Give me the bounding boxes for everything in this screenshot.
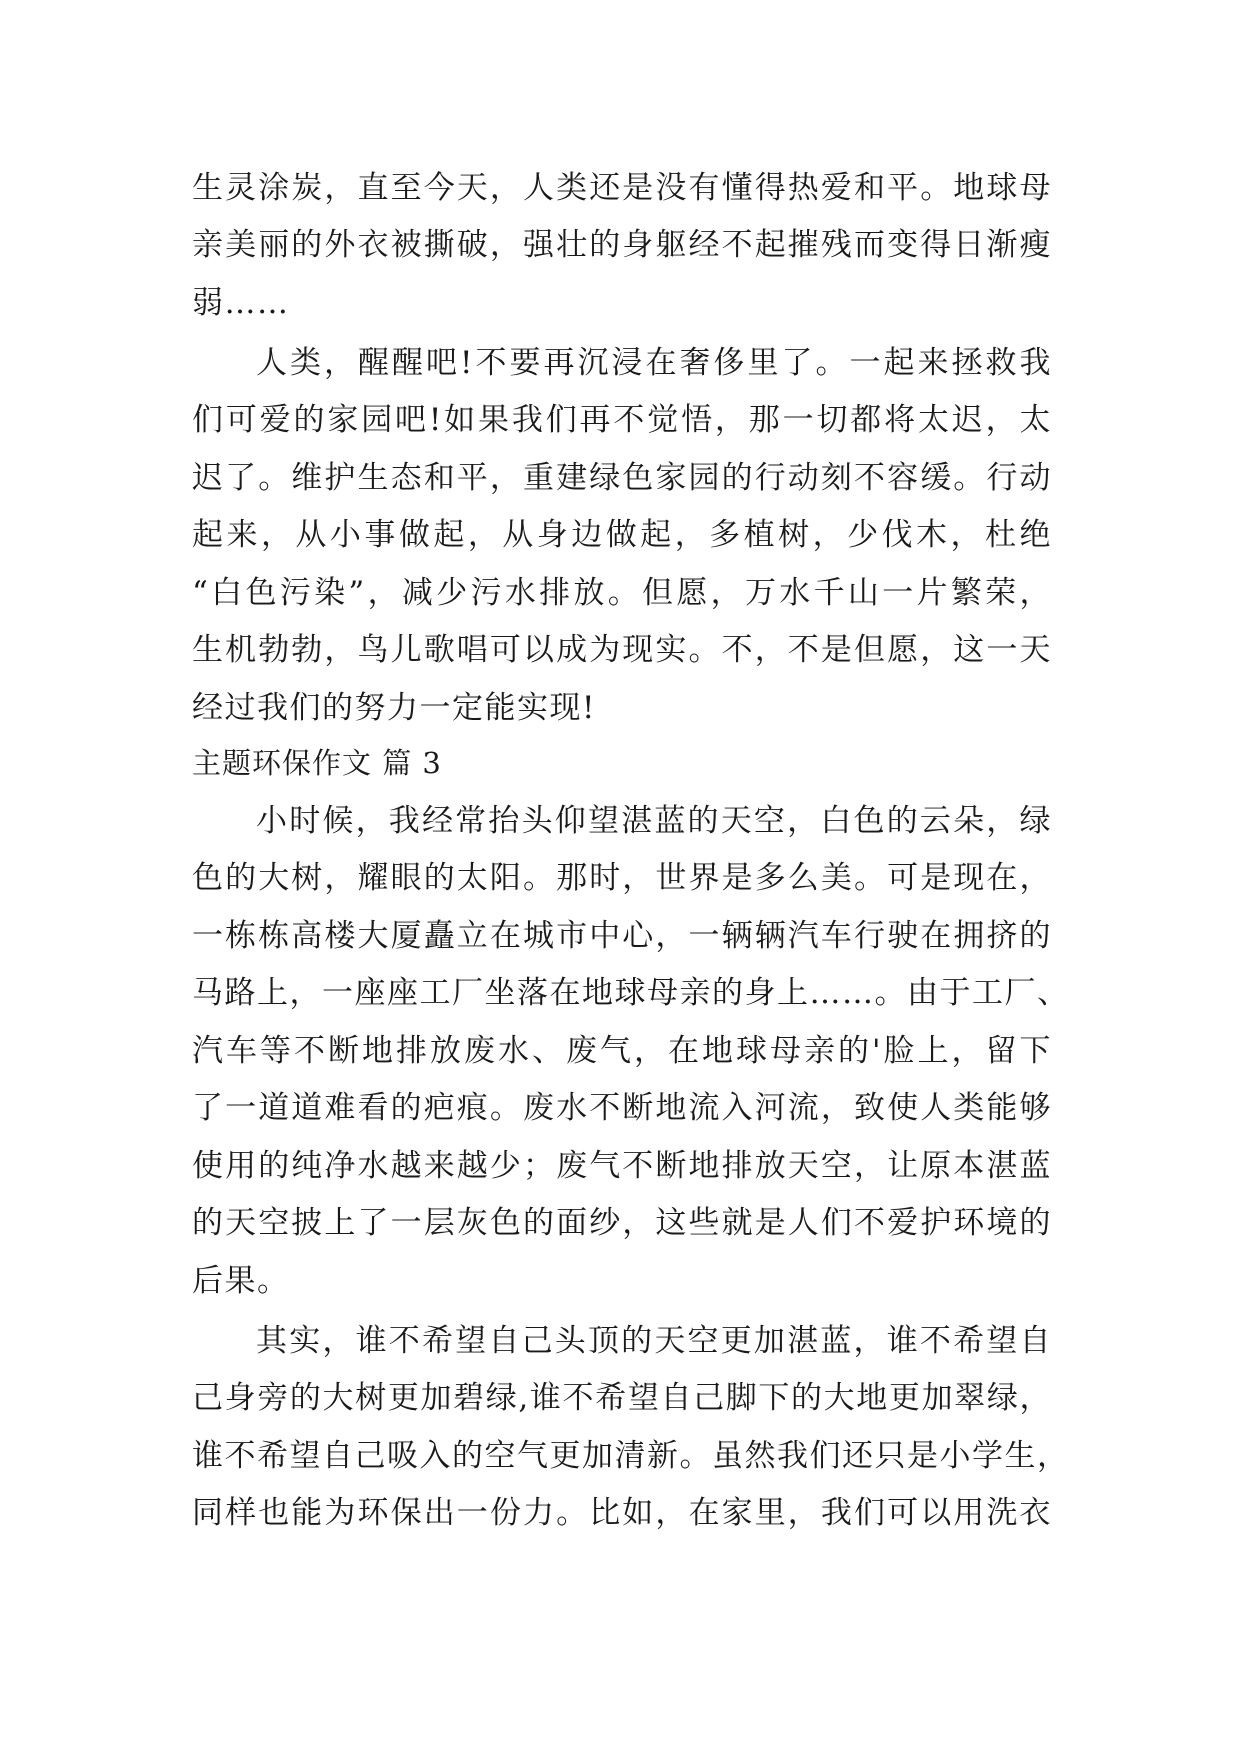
paragraph-1-line-3: 弱…… <box>192 285 290 321</box>
section-heading: 主题环保作文 篇 3 <box>192 746 442 780</box>
paragraph-3-line-6: 了一道道难看的疤痕。废水不断地流入河流，致使人类能够 <box>192 1090 1052 1126</box>
paragraph-2-line-3: 迟了。维护生态和平，重建绿色家园的行动刻不容缓。行动 <box>192 460 1052 496</box>
paragraph-2-line-6: 生机勃勃，鸟儿歌唱可以成为现实。不，不是但愿，这一天 <box>192 632 1052 668</box>
paragraph-4-line-1: 其实，谁不希望自己头顶的天空更加湛蓝，谁不希望自 <box>256 1323 1052 1359</box>
paragraph-3-line-5: 汽车等不断地排放废水、废气，在地球母亲的'脸上，留下 <box>192 1033 1052 1069</box>
paragraph-2-line-7: 经过我们的努力一定能实现! <box>192 690 596 726</box>
paragraph-2-line-4: 起来，从小事做起，从身边做起，多植树，少伐木，杜绝 <box>192 517 1052 553</box>
paragraph-2-line-2: 们可爱的家园吧!如果我们再不觉悟，那一切都将太迟，太 <box>192 402 1052 438</box>
paragraph-1-line-1: 生灵涂炭，直至今天，人类还是没有懂得热爱和平。地球母 <box>192 170 1052 206</box>
paragraph-3-line-7: 使用的纯净水越来越少；废气不断地排放天空，让原本湛蓝 <box>192 1148 1052 1184</box>
paragraph-3-line-2: 色的大树，耀眼的太阳。那时，世界是多么美。可是现在， <box>192 860 1052 896</box>
paragraph-3-line-9: 后果。 <box>192 1263 290 1299</box>
paragraph-3-line-3: 一栋栋高楼大厦矗立在城市中心，一辆辆汽车行驶在拥挤的 <box>192 918 1052 954</box>
paragraph-4-line-3: 谁不希望自己吸入的空气更加清新。虽然我们还只是小学生， <box>192 1438 1070 1474</box>
paragraph-3-line-8: 的天空披上了一层灰色的面纱，这些就是人们不爱护环境的 <box>192 1205 1052 1241</box>
paragraph-4-line-2: 己身旁的大树更加碧绿,谁不希望自己脚下的大地更加翠绿， <box>192 1380 1052 1416</box>
paragraph-2-line-1: 人类，醒醒吧!不要再沉浸在奢侈里了。一起来拯救我 <box>256 345 1052 381</box>
paragraph-1-line-2: 亲美丽的外衣被撕破，强壮的身躯经不起摧残而变得日渐瘦 <box>192 227 1052 263</box>
paragraph-3-line-4: 马路上，一座座工厂坐落在地球母亲的身上……。由于工厂、 <box>192 975 1070 1011</box>
paragraph-3-line-1: 小时候，我经常抬头仰望湛蓝的天空，白色的云朵，绿 <box>256 803 1052 839</box>
paragraph-4-line-4: 同样也能为环保出一份力。比如，在家里，我们可以用洗衣 <box>192 1495 1052 1531</box>
paragraph-2-line-5: “白色污染”，减少污水排放。但愿，万水千山一片繁荣， <box>192 575 1052 611</box>
